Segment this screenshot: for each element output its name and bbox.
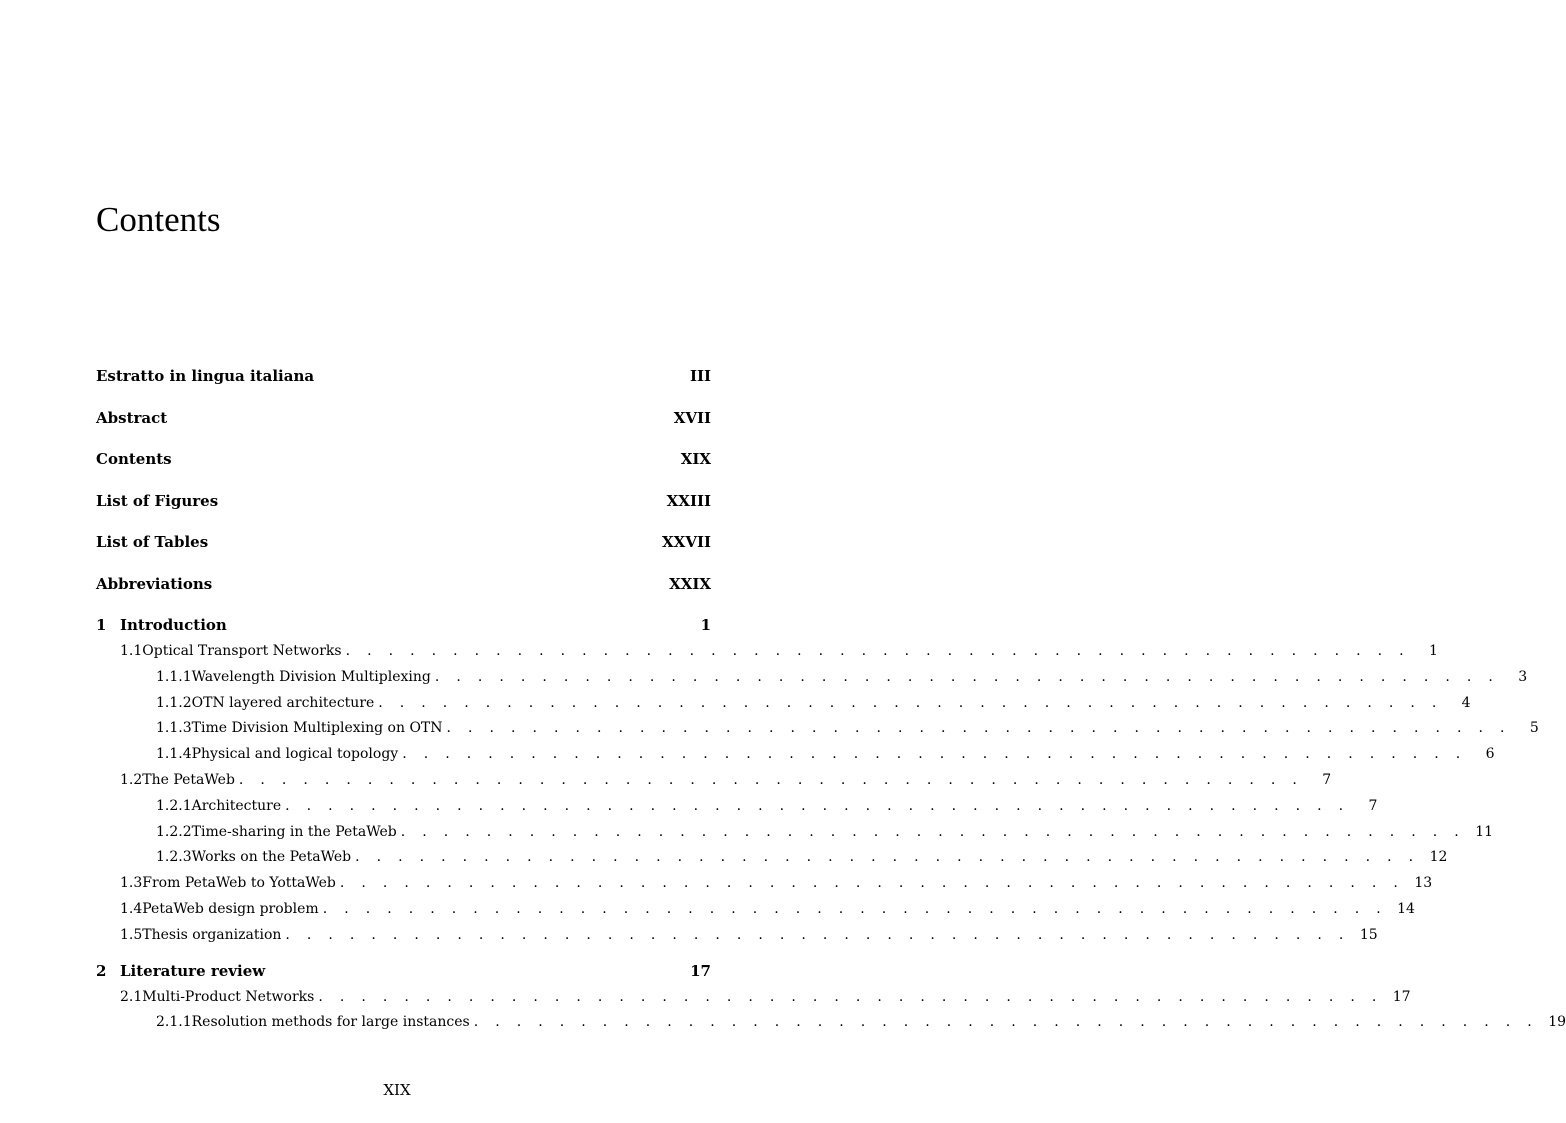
section-label: Physical and logical topology [191, 746, 399, 763]
leader-dots: . . . . . . . . . . . . . . . . . . . . . . . . . . . . . . . . . . . . . . . . . . . . . . . . . . [345, 643, 1410, 659]
toc-entry-abstract[interactable] [96, 406, 711, 448]
section-label: Wavelength Division Multiplexing [191, 668, 431, 685]
toc-entry-label: List of Figures [96, 491, 219, 510]
toc-entry-label: List of Tables [96, 533, 209, 551]
section-page: 7 [1368, 797, 1378, 814]
section-page: 6 [1485, 746, 1495, 763]
section-label: Architecture [191, 797, 282, 814]
page-number-footer: XIX [383, 1081, 411, 1099]
toc-entry-contents[interactable] [96, 447, 711, 489]
leader-dots: . . . . . . . . . . . . . . . . . . . . . . . . . . . . . . . . . . . . . . . . . . . . . . . . . . [318, 988, 1383, 1005]
section-page: 19 [1548, 1014, 1566, 1031]
leader-dots: . . . . . . . . . . . . . . . . . . . . . . . . . . . . . . . . . . . . . . . . . . . . . . . . . . [378, 694, 1443, 711]
section-page: 13 [1414, 875, 1433, 892]
toc-entry-page: XIX [680, 450, 711, 468]
page-title: Contents [96, 200, 221, 239]
toc-subsection-1-2-3[interactable] [96, 845, 1448, 871]
section-page: 12 [1429, 849, 1448, 866]
toc-subsection-1-1-4[interactable] [96, 742, 1495, 768]
section-number: 2.1.1 [156, 1014, 192, 1031]
section-label: Thesis organization [142, 926, 282, 943]
section-page: 15 [1359, 926, 1378, 943]
toc-subsection-1-2-1[interactable] [96, 794, 1378, 820]
toc-section-2-1[interactable] [96, 985, 1411, 1011]
toc-entry-page: XXIX [669, 574, 711, 593]
chapter-label: Introduction [120, 616, 227, 634]
section-label: Optical Transport Networks [142, 643, 342, 659]
leader-dots: . . . . . . . . . . . . . . . . . . . . . . . . . . . . . . . . . . . . . . . . . . . . . . . . . . [339, 875, 1405, 892]
section-number: 1.1.2 [156, 694, 192, 711]
leader-dots: . . . . . . . . . . . . . . . . . . . . . . . . . . . . . . . . . . . . . . . . . . . . . . . . . . [473, 1014, 1539, 1031]
section-number: 1.5 [120, 926, 143, 943]
leader-dots: . . . . . . . . . . . . . . . . . . . . . . . . . . . . . . . . . . . . . . . . . . . . . . . . . . [285, 797, 1350, 814]
toc-entry-label: Abbreviations [96, 574, 213, 593]
section-page: 17 [1392, 988, 1411, 1005]
chapter-number: 1 [96, 616, 107, 634]
section-page: 1 [1428, 643, 1438, 659]
leader-dots: . . . . . . . . . . . . . . . . . . . . . . . . . . . . . . . . . . . . . . . . . . . . . . . . . . [322, 900, 1387, 917]
toc-section-1-4[interactable] [96, 897, 1415, 923]
toc-entry-list-of-figures[interactable] [96, 489, 711, 531]
section-label: Works on the PetaWeb [191, 849, 352, 866]
section-number: 1.4 [120, 900, 143, 917]
toc-subsection-2-1-1[interactable] [96, 1010, 1566, 1036]
section-number: 1.2.3 [156, 849, 192, 866]
section-number: 1.2.1 [156, 797, 192, 814]
leader-dots: . . . . . . . . . . . . . . . . . . . . . . . . . . . . . . . . . . . . . . . . . . . . . . . . . . [355, 849, 1420, 866]
section-label: From PetaWeb to YottaWeb [142, 875, 336, 892]
toc-section-1-3[interactable] [96, 871, 1433, 897]
toc-subsection-1-1-2[interactable] [96, 691, 1471, 717]
section-number: 1.1.3 [156, 720, 192, 737]
toc-entry-label: Estratto in lingua italiana [96, 367, 315, 385]
toc-subsection-1-2-2[interactable] [96, 820, 1494, 846]
toc-entry-page: III [689, 367, 711, 385]
leader-dots: . . . . . . . . . . . . . . . . . . . . . . . . . . . . . . . . . . . . . . . . . . . . . . . . . . [238, 771, 1304, 788]
section-label: The PetaWeb [142, 771, 235, 788]
toc-entry-list-of-tables[interactable] [96, 530, 711, 572]
toc-chapter-2[interactable] [96, 959, 711, 985]
leader-dots: . . . . . . . . . . . . . . . . . . . . . . . . . . . . . . . . . . . . . . . . . . . . . . . . . . [400, 823, 1466, 840]
toc-entry-label: Contents [96, 450, 172, 468]
section-page: 11 [1475, 823, 1494, 840]
toc-entry-label: Abstract [96, 408, 168, 427]
section-page: 4 [1461, 694, 1471, 711]
section-number: 1.1.1 [156, 668, 192, 685]
leader-dots: . . . . . . . . . . . . . . . . . . . . . . . . . . . . . . . . . . . . . . . . . . . . . . . . . . [434, 668, 1500, 685]
leader-dots: . . . . . . . . . . . . . . . . . . . . . . . . . . . . . . . . . . . . . . . . . . . . . . . . . . [285, 926, 1350, 943]
section-label: Resolution methods for large instances [191, 1014, 470, 1031]
toc-section-1-5[interactable] [96, 923, 1378, 949]
chapter-number: 2 [96, 961, 107, 980]
section-label: PetaWeb design problem [142, 900, 319, 917]
section-number: 1.2 [120, 771, 143, 788]
section-label: Multi-Product Networks [142, 988, 315, 1005]
toc-chapter-1[interactable] [96, 613, 711, 639]
section-page: 7 [1322, 771, 1332, 788]
section-number: 2.1 [120, 988, 143, 1005]
chapter-page: 1 [700, 616, 711, 634]
section-page: 5 [1529, 720, 1539, 737]
toc-entry-page: XVII [673, 408, 711, 427]
section-number: 1.1 [120, 643, 143, 659]
leader-dots: . . . . . . . . . . . . . . . . . . . . . . . . . . . . . . . . . . . . . . . . . . . . . . . . . . [402, 746, 1467, 763]
chapter-page: 17 [690, 961, 711, 980]
leader-dots: . . . . . . . . . . . . . . . . . . . . . . . . . . . . . . . . . . . . . . . . . . . . . . . . . . [446, 720, 1511, 737]
toc-entry-page: XXIII [666, 491, 711, 510]
toc-subsection-1-1-3[interactable] [96, 716, 1539, 742]
section-page: 14 [1397, 900, 1415, 917]
table-of-contents [96, 364, 1566, 1036]
toc-section-1-1[interactable] [96, 639, 1438, 665]
section-number: 1.2.2 [156, 823, 192, 840]
section-page: 3 [1518, 668, 1528, 685]
toc-entry-abbreviations[interactable] [96, 572, 711, 614]
section-label: OTN layered architecture [191, 694, 375, 711]
toc-entry-estratto[interactable] [96, 364, 711, 406]
chapter-label: Literature review [120, 961, 266, 980]
toc-section-1-2[interactable] [96, 768, 1332, 794]
section-number: 1.1.4 [156, 746, 192, 763]
section-label: Time Division Multiplexing on OTN [191, 720, 443, 737]
toc-subsection-1-1-1[interactable] [96, 665, 1528, 691]
section-label: Time-sharing in the PetaWeb [191, 823, 397, 840]
section-number: 1.3 [120, 875, 143, 892]
toc-entry-page: XXVII [662, 533, 711, 551]
